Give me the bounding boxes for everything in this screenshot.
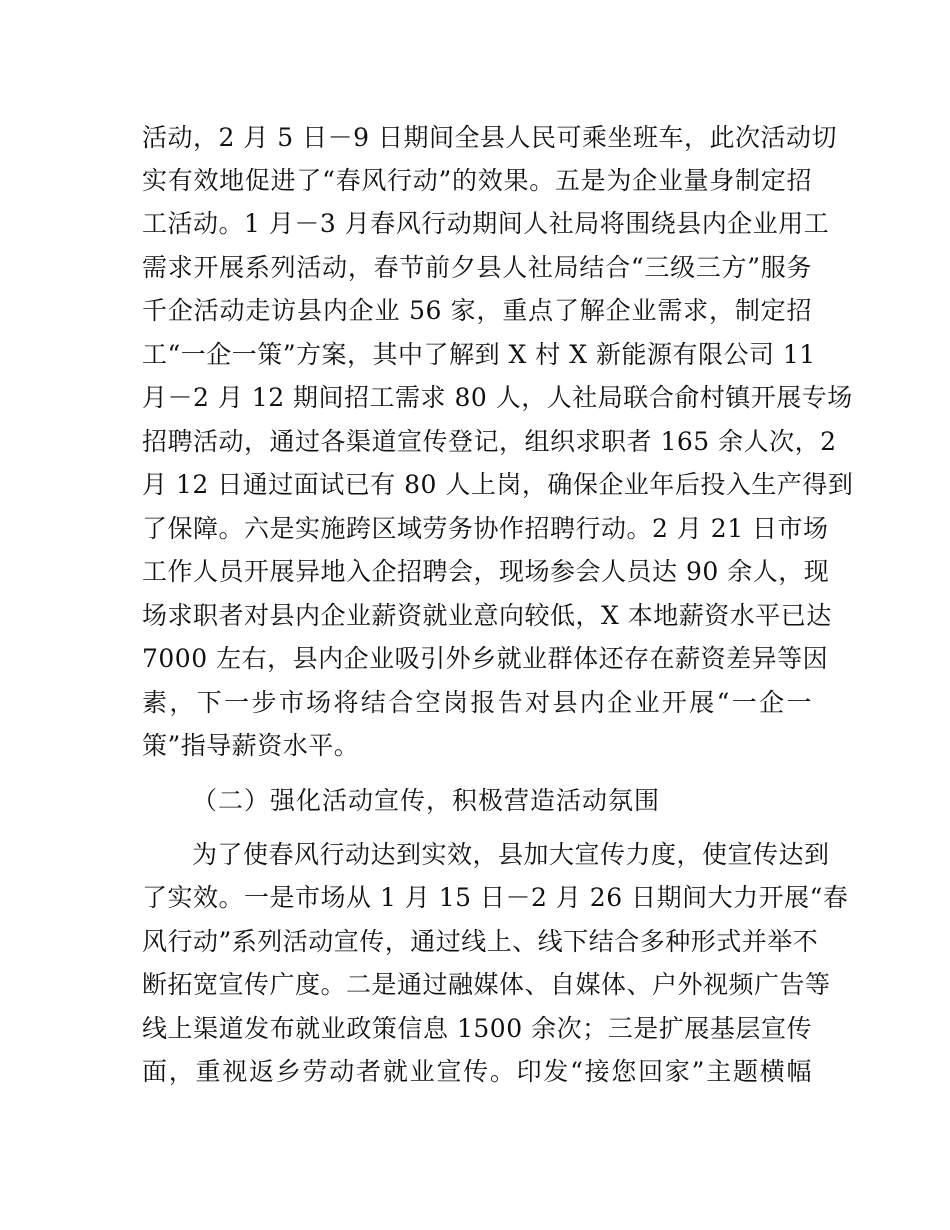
- paragraph-line: 面，重视返乡劳动者就业宣传。印发“接您回家”主题横幅: [142, 1057, 812, 1086]
- paragraph-line: 断拓宽宣传广度。二是通过融媒体、自媒体、户外视频广告等: [142, 970, 831, 999]
- section-heading: （二）强化活动宣传，积极营造活动氛围: [192, 786, 661, 815]
- paragraph-line: 为了使春风行动达到实效，县加大宣传力度，使宣传达到: [192, 840, 830, 869]
- paragraph-line: 了实效。一是市场从 1 月 15 日－2 月 26 日期间大力开展“春: [142, 883, 849, 912]
- paragraph-line: 月－2 月 12 期间招工需求 80 人，人社局联合俞村镇开展专场: [142, 383, 853, 412]
- paragraph-line: 工活动。1 月－3 月春风行动期间人社局将围绕县内企业用工: [142, 209, 830, 238]
- paragraph-line: 风行动”系列活动宣传，通过线上、线下结合多种形式并举不: [142, 927, 819, 956]
- paragraph-line: 千企活动走访县内企业 56 家，重点了解企业需求，制定招: [142, 296, 812, 325]
- paragraph-line: 实有效地促进了“春风行动”的效果。五是为企业量身制定招: [142, 166, 812, 195]
- paragraph-line: 活动，2 月 5 日－9 日期间全县人民可乘坐班车，此次活动切: [142, 123, 838, 152]
- paragraph-line: 素，下一步市场将结合空岗报告对县内企业开展“一企一: [142, 688, 812, 717]
- paragraph-line: 工作人员开展异地入企招聘会，现场参会人员达 90 余人，现: [142, 557, 830, 586]
- paragraph-line: 场求职者对县内企业薪资就业意向较低，X 本地薪资水平已达: [142, 601, 832, 630]
- paragraph-line: 月 12 日通过面试已有 80 人上岗，确保企业年后投入生产得到: [142, 470, 854, 499]
- paragraph-line: 7000 左右，县内企业吸引外乡就业群体还存在薪资差异等因: [142, 644, 829, 673]
- paragraph-line: 需求开展系列活动，春节前夕县人社局结合“三级三方”服务: [142, 253, 812, 282]
- paragraph-line: 线上渠道发布就业政策信息 1500 余次；三是扩展基层宣传: [142, 1014, 812, 1043]
- paragraph-line: 招聘活动，通过各渠道宣传登记，组织求职者 165 余人次，2: [142, 427, 837, 456]
- paragraph-line: 策”指导薪资水平。: [142, 731, 360, 760]
- paragraph-line: 了保障。六是实施跨区域劳务协作招聘行动。2 月 21 日市场: [142, 514, 829, 543]
- paragraph-line: 工“一企一策”方案，其中了解到 X 村 X 新能源有限公司 11: [142, 340, 816, 369]
